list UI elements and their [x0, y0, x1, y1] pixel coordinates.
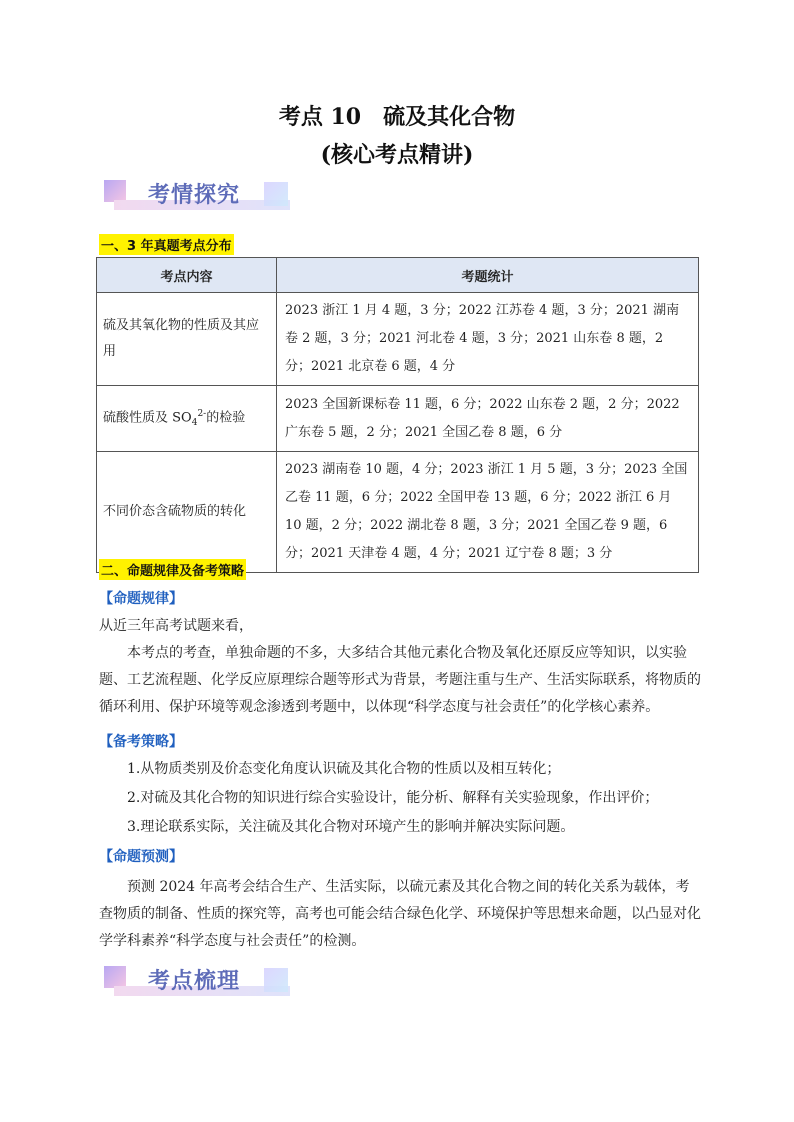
banner-label: 考情探究 [148, 183, 241, 208]
topic-text: 硫酸性质及 SO [103, 410, 192, 426]
title-topic: 考点 10 [278, 104, 362, 130]
rule-paragraph: 本考点的考查，单独命题的不多，大多结合其他元素化合物及氧化还原反应等知识，以实验题、工艺流程题、化学反应原理综合题等形式为背景，考题注重与生产、生活实际联系，将物质的循环利用、保护环境等观念渗透到考题中，以体现“科学态度与社会责任”的化学核心素养。 [99, 645, 701, 715]
topic-subscript: 4 [191, 417, 198, 428]
banner-decoration-right [264, 182, 288, 206]
table-cell-stats: 2023 湖南卷 10 题，4 分；2023 浙江 1 月 5 题，3 分；2023 全国乙卷 11 题，6 分；2022 全国甲卷 13 题，6 分；2022 浙江 6 月 10 题，2 分；2022 湖北卷 8 题，3 分；2021 全国乙卷 9 题，6 分；2021 天津卷 4 题，4 分；2021 辽宁卷 8 题；3 分 [277, 452, 699, 573]
section-heading-strategy: 二、命题规律及备考策略 [99, 559, 246, 580]
strategy-item: 2.对硫及其化合物的知识进行综合实验设计，能分析、解释有关实验现象，作出评价； [127, 790, 659, 806]
strategy-item: 1.从物质类别及价态变化角度认识硫及其化合物的性质以及相互转化； [127, 761, 561, 777]
banner-decoration-right [264, 968, 288, 992]
table-cell-topic: 不同价态含硫物质的转化 [97, 452, 277, 573]
table-cell-stats: 2023 全国新课标卷 11 题，6 分；2022 山东卷 2 题，2 分；2022 广东卷 5 题，2 分；2021 全国乙卷 8 题，6 分 [277, 386, 699, 452]
table-header-topic: 考点内容 [97, 258, 277, 293]
topic-superscript: 2- [197, 409, 207, 420]
table-row [97, 386, 699, 452]
prediction-paragraph: 预测 2024 年高考会结合生产、生活实际，以硫元素及其化合物之间的转化关系为载体，考查物质的制备、性质的探究等，高考也可能会结合绿色化学、环境保护等思想来命题，以凸显对化学学科素养“科学态度与社会责任”的检测。 [99, 879, 701, 949]
table-header-stats: 考题统计 [277, 258, 699, 293]
page-subtitle: (核心考点精讲) [320, 142, 474, 168]
banner-decoration-left [104, 180, 126, 202]
prediction-heading: 【命题预测】 [99, 849, 183, 865]
section-heading-distribution: 一、3 年真题考点分布 [99, 234, 234, 255]
table-cell-topic: 硫及其氧化物的性质及其应用 [97, 293, 277, 386]
topic-text: 的检验 [206, 410, 246, 426]
exam-distribution-table [96, 257, 699, 573]
title-name: 硫及其化合物 [383, 104, 516, 130]
strategy-heading: 【备考策略】 [99, 734, 183, 750]
strategy-item: 3.理论联系实际，关注硫及其化合物对环境产生的影响并解决实际问题。 [127, 819, 575, 835]
page-title [0, 100, 794, 131]
table-header-row [97, 258, 699, 293]
table-cell-topic [97, 386, 277, 452]
table-row [97, 293, 699, 386]
table-cell-stats: 2023 浙江 1 月 4 题，3 分；2022 江苏卷 4 题，3 分；2021 湖南卷 2 题，3 分；2021 河北卷 4 题，3 分；2021 山东卷 8 题，2 分；2021 北京卷 6 题，4 分 [277, 293, 699, 386]
banner-label: 考点梳理 [148, 969, 241, 994]
rule-heading: 【命题规律】 [99, 591, 183, 607]
banner-exam-analysis [104, 178, 290, 216]
table-row [97, 452, 699, 573]
banner-key-points [104, 964, 290, 1002]
rule-intro: 从近三年高考试题来看， [99, 618, 253, 634]
banner-decoration-left [104, 966, 126, 988]
